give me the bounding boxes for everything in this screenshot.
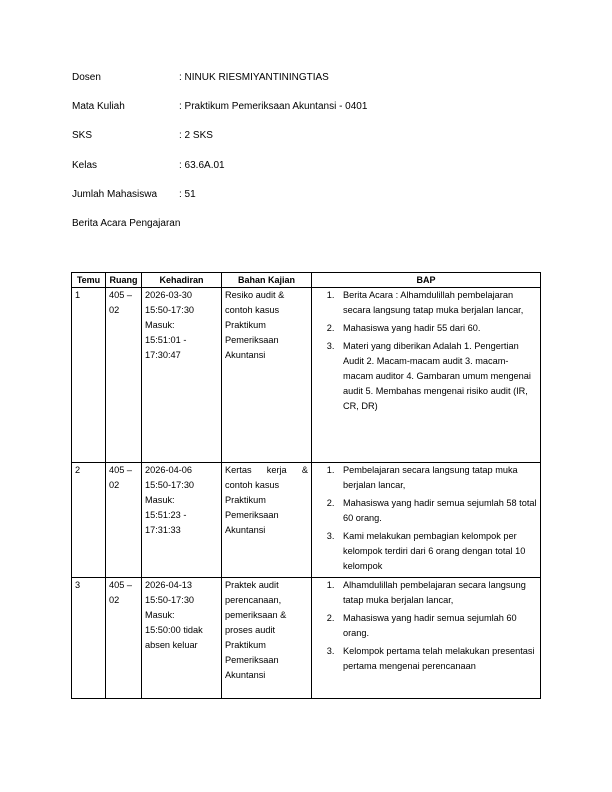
kehadiran-line: 15:50-17:30	[145, 305, 195, 315]
kehadiran-line: 15:50-17:30	[145, 480, 195, 490]
cell-temu: 1	[72, 288, 106, 463]
kehadiran-line: 15:50:00 tidak	[145, 625, 203, 635]
ruang-line: 405 –	[109, 465, 132, 475]
cell-kehadiran	[142, 288, 222, 463]
kehadiran-line: 2026-04-13	[145, 580, 192, 590]
cell-kehadiran	[142, 463, 222, 578]
kehadiran-line: 15:50-17:30	[145, 595, 195, 605]
bahan-line: Pemeriksaan	[225, 335, 279, 345]
bahan-line: Kertas kerja & contoh kasus	[225, 465, 308, 490]
ruang-line: 02	[109, 480, 120, 490]
kehadiran-line: Masuk:	[145, 320, 175, 330]
bap-item: 1. Alhamdulillah pembelajaran secara langsung tatap muka berjalan lancar,	[337, 578, 537, 608]
bap-list	[315, 288, 537, 414]
cell-bap	[312, 578, 541, 699]
cell-kehadiran	[142, 578, 222, 699]
bap-table	[71, 272, 541, 699]
value-mata-kuliah: : Praktikum Pemeriksaan Akuntansi - 0401	[179, 101, 368, 112]
bahan-line: Pemeriksaan	[225, 510, 279, 520]
bahan-line: perencanaan,	[225, 595, 282, 605]
kehadiran-line: Masuk:	[145, 610, 175, 620]
ruang-line: 405 –	[109, 580, 132, 590]
label-jumlah-mahasiswa: Jumlah Mahasiswa	[72, 189, 158, 200]
bap-item: 3. Kami melakukan pembagian kelompok per kelompok terdiri dari 6 orang dengan total 10 kelompok	[337, 529, 537, 574]
bahan-line: Praktikum	[225, 640, 266, 650]
bap-item: 1. Pembelajaran secara langsung tatap muka berjalan lancar,	[337, 463, 537, 493]
table-header-row	[72, 273, 541, 288]
cell-ruang	[106, 463, 142, 578]
value-kelas: : 63.6A.01	[179, 160, 225, 171]
ruang-line: 02	[109, 595, 120, 605]
header-temu: Temu	[72, 273, 106, 288]
bahan-line: proses audit	[225, 625, 276, 635]
label-dosen: Dosen	[72, 72, 101, 83]
table-row	[72, 578, 541, 699]
bap-list	[315, 578, 537, 674]
section-title: Berita Acara Pengajaran	[72, 218, 181, 229]
cell-bap	[312, 288, 541, 463]
kehadiran-line: 15:51:01 -	[145, 335, 187, 345]
header-bahan-kajian: Bahan Kajian	[222, 273, 312, 288]
bap-item: 3. Materi yang diberikan Adalah 1. Pengertian Audit 2. Macam-macam audit 3. macam-macam auditor 4. Gambaran umum mengenai audit 5. Membahas mengenai risiko audit (IR, CR, DR)	[337, 339, 537, 414]
kehadiran-line: absen keluar	[145, 640, 198, 650]
bahan-line: contoh kasus	[225, 305, 280, 315]
cell-bahan-kajian	[222, 578, 312, 699]
bap-item: 2. Mahasiswa yang hadir semua sejumlah 60 orang.	[337, 611, 537, 641]
value-jumlah-mahasiswa: : 51	[179, 189, 196, 200]
bahan-line: Praktikum	[225, 495, 266, 505]
bahan-line: Akuntansi	[225, 670, 266, 680]
bap-item: 2. Mahasiswa yang hadir 55 dari 60.	[337, 321, 537, 336]
bap-list	[315, 463, 537, 574]
value-sks: : 2 SKS	[179, 130, 213, 141]
bap-item: 3. Kelompok pertama telah melakukan presentasi pertama mengenai perencanaan	[337, 644, 537, 674]
ruang-line: 405 –	[109, 290, 132, 300]
kehadiran-line: Masuk:	[145, 495, 175, 505]
bap-item: 2. Mahasiswa yang hadir semua sejumlah 58 total 60 orang.	[337, 496, 537, 526]
cell-temu: 3	[72, 578, 106, 699]
cell-bahan-kajian	[222, 288, 312, 463]
bahan-line: Resiko audit &	[225, 290, 285, 300]
header-ruang: Ruang	[106, 273, 142, 288]
kehadiran-line: 2026-03-30	[145, 290, 192, 300]
kehadiran-line: 17:30:47	[145, 350, 181, 360]
cell-bahan-kajian	[222, 463, 312, 578]
bahan-line: pemeriksaan &	[225, 610, 287, 620]
table-row	[72, 463, 541, 578]
header-bap: BAP	[312, 273, 541, 288]
label-sks: SKS	[72, 130, 93, 141]
bahan-line: Praktikum	[225, 320, 266, 330]
cell-temu: 2	[72, 463, 106, 578]
kehadiran-line: 2026-04-06	[145, 465, 192, 475]
bahan-line: Akuntansi	[225, 525, 266, 535]
ruang-line: 02	[109, 305, 120, 315]
kehadiran-line: 15:51:23 -	[145, 510, 187, 520]
bahan-line: Akuntansi	[225, 350, 266, 360]
kehadiran-line: 17:31:33	[145, 525, 181, 535]
table-row	[72, 288, 541, 463]
bap-item: 1. Berita Acara : Alhamdulillah pembelajaran secara langsung tatap muka berjalan lancar,	[337, 288, 537, 318]
label-mata-kuliah: Mata Kuliah	[72, 101, 125, 112]
bahan-line: Praktek audit	[225, 580, 279, 590]
cell-ruang	[106, 578, 142, 699]
cell-bap	[312, 463, 541, 578]
bahan-line: Pemeriksaan	[225, 655, 279, 665]
cell-ruang	[106, 288, 142, 463]
label-kelas: Kelas	[72, 160, 98, 171]
value-dosen: : NINUK RIESMIYANTININGTIAS	[179, 72, 329, 83]
header-kehadiran: Kehadiran	[142, 273, 222, 288]
